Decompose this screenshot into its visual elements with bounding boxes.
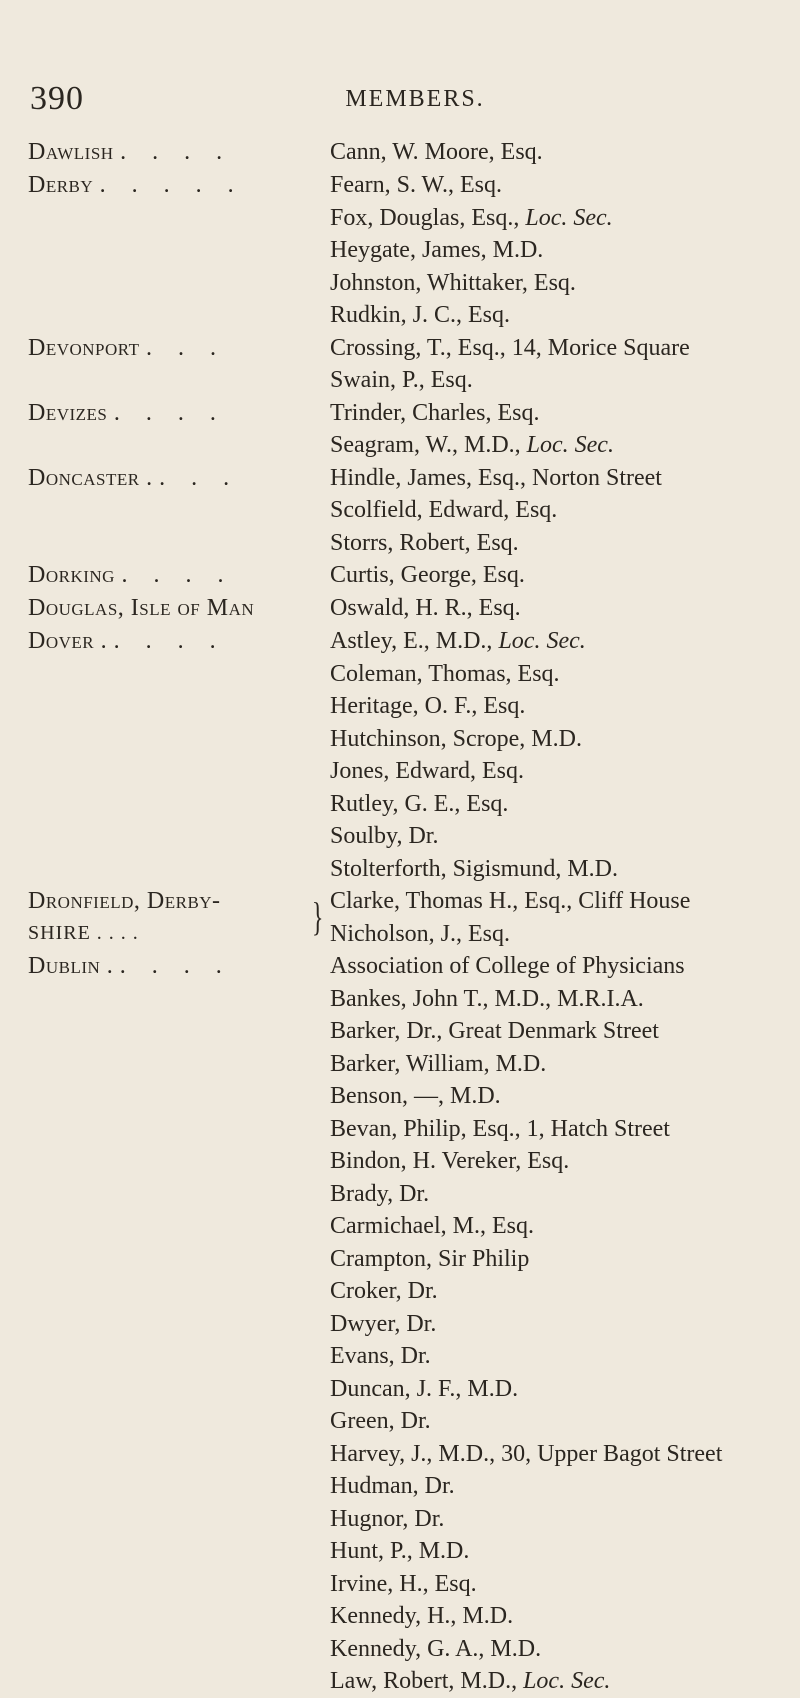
member-entry [330, 527, 772, 560]
member-entry [330, 853, 772, 886]
place-name [28, 950, 328, 982]
member-entry [330, 820, 772, 853]
member-list [330, 397, 772, 462]
member-entry [330, 1015, 772, 1048]
member-list [330, 169, 772, 332]
place-section [0, 950, 800, 1698]
member-entry [330, 885, 772, 918]
place-label: Douglas, Isle of Man [28, 595, 255, 621]
place-name [28, 625, 328, 657]
member-entry [330, 494, 772, 527]
place-name [28, 332, 328, 364]
leader-dots: . . . . [121, 562, 234, 588]
member-entry [330, 1373, 772, 1406]
member-name: Swain, P., Esq. [330, 367, 473, 393]
member-entry [330, 1568, 772, 1601]
member-entry [330, 1048, 772, 1081]
member-entry [330, 1665, 772, 1698]
running-head: MEMBERS. [345, 86, 485, 112]
member-name: Trinder, Charles, Esq. [330, 399, 540, 426]
member-entry [330, 1210, 772, 1243]
leader-dots: . . . . [113, 399, 226, 426]
member-entry [330, 1178, 772, 1211]
member-name: Nicholson, J., Esq. [330, 920, 510, 947]
place-label: Dronfield, Derby- [28, 888, 221, 914]
place-section [0, 885, 800, 950]
member-entry [330, 1470, 772, 1503]
member-entry [330, 592, 772, 625]
member-entry [330, 723, 772, 756]
member-entry [330, 559, 772, 592]
member-name: Kennedy, H., M.D. [330, 1603, 514, 1629]
member-name: Green, Dr. [330, 1408, 431, 1434]
leader-dots: . . . . [113, 628, 226, 654]
place-label: Dover . [28, 628, 108, 654]
member-entry [330, 950, 772, 983]
member-name: Duncan, J. F., M.D. [330, 1375, 519, 1402]
place-section [0, 559, 800, 592]
member-entry [330, 1308, 772, 1341]
member-list [330, 462, 772, 560]
member-entry [330, 658, 772, 691]
member-entry [330, 332, 772, 365]
member-name: Irvine, H., Esq. [330, 1570, 477, 1597]
member-entry [330, 364, 772, 397]
member-role: Loc. Sec. [523, 1668, 611, 1694]
member-entry [330, 983, 772, 1016]
place-name [28, 397, 328, 429]
place-section [0, 625, 800, 885]
member-list [330, 559, 772, 592]
member-name: Bindon, H. Vereker, Esq. [330, 1148, 570, 1174]
member-name: Scolfield, Edward, Esq. [330, 497, 558, 523]
member-entry [330, 1113, 772, 1146]
member-name: Evans, Dr. [330, 1343, 431, 1369]
member-name: Hunt, P., M.D. [330, 1538, 470, 1564]
member-name: Hutchinson, Scrope, M.D. [330, 725, 582, 752]
member-entry [330, 1438, 772, 1471]
member-name: Brady, Dr. [330, 1180, 430, 1207]
leader-dots: . . . . [120, 139, 233, 165]
member-name: Cann, W. Moore, Esq. [330, 139, 543, 165]
member-entry [330, 429, 772, 462]
member-entry [330, 267, 772, 300]
member-entry [330, 1633, 772, 1666]
member-name: Heritage, O. F., Esq. [330, 693, 526, 719]
member-entry [330, 1080, 772, 1113]
member-entry [330, 1340, 772, 1373]
leader-dots: . . . [145, 334, 226, 361]
place-label: Dublin . [28, 953, 114, 979]
member-name: Fearn, S. W., Esq. [330, 172, 503, 198]
place-label: Devonport [28, 334, 140, 361]
member-list [330, 625, 772, 885]
member-name: Curtis, George, Esq. [330, 562, 525, 588]
place-section [0, 397, 800, 462]
place-label: Dawlish [28, 139, 114, 165]
member-name: Harvey, J., M.D., 30, Upper Bagot Street [330, 1440, 723, 1467]
member-name: Croker, Dr. [330, 1278, 438, 1304]
member-name: Kennedy, G. A., M.D. [330, 1635, 542, 1662]
member-name: Oswald, H. R., Esq. [330, 595, 521, 621]
place-label: Devizes [28, 399, 108, 426]
member-entry [330, 788, 772, 821]
member-name: Rutley, G. E., Esq. [330, 790, 509, 817]
member-name: Barker, Dr., Great Denmark Street [330, 1018, 659, 1044]
member-name: Soulby, Dr. [330, 823, 439, 849]
member-name: Coleman, Thomas, Esq. [330, 660, 560, 687]
leader-dots: . . . . [119, 953, 232, 979]
place-section [0, 169, 800, 332]
member-entry [330, 918, 772, 951]
place-label: Doncaster . [28, 464, 153, 491]
member-name: Fox, Douglas, Esq., [330, 204, 526, 231]
member-name: Seagram, W., M.D., [330, 432, 527, 458]
member-entry [330, 202, 772, 235]
page-number: 390 [30, 80, 84, 117]
place-section [0, 136, 800, 169]
members-listing [0, 136, 800, 1698]
member-name: Clarke, Thomas H., Esq., Cliff House [330, 888, 691, 914]
member-name: Association of College of Physicians [330, 953, 685, 979]
member-role: Loc. Sec. [526, 432, 614, 458]
place-name [28, 885, 328, 949]
member-name: Hudman, Dr. [330, 1473, 455, 1499]
place-label: Derby [28, 172, 94, 198]
member-entry [330, 755, 772, 788]
member-list [330, 885, 772, 950]
place-name [28, 592, 328, 624]
member-list [330, 332, 772, 397]
member-name: Rudkin, J. C., Esq. [330, 302, 511, 328]
member-entry [330, 397, 772, 430]
member-name: Astley, E., M.D., [330, 628, 499, 654]
member-name: Bevan, Philip, Esq., 1, Hatch Street [330, 1115, 670, 1142]
place-name [28, 559, 328, 591]
member-name: Hindle, James, Esq., Norton Street [330, 464, 662, 491]
place-name [28, 169, 328, 201]
member-name: Stolterforth, Sigismund, M.D. [330, 855, 619, 882]
member-name: Crossing, T., Esq., 14, Morice Square [330, 334, 690, 361]
brace-mark: } [311, 894, 324, 939]
member-name: Benson, —, M.D. [330, 1083, 501, 1109]
member-entry [330, 169, 772, 202]
member-entry [330, 1275, 772, 1308]
place-label-continued: SHIRE . . . . [28, 922, 139, 944]
member-entry [330, 625, 772, 658]
page-header [30, 80, 770, 120]
member-role: Loc. Sec. [498, 628, 586, 654]
member-role: Loc. Sec. [525, 204, 613, 231]
member-name: Heygate, James, M.D. [330, 237, 544, 263]
member-entry [330, 299, 772, 332]
member-entry [330, 690, 772, 723]
member-entry [330, 1145, 772, 1178]
member-entry [330, 136, 772, 169]
member-entry [330, 1405, 772, 1438]
member-name: Jones, Edward, Esq. [330, 758, 524, 784]
place-label: Dorking [28, 562, 115, 588]
place-name [28, 462, 328, 494]
member-entry [330, 1503, 772, 1536]
place-section [0, 332, 800, 397]
member-name: Storrs, Robert, Esq. [330, 529, 519, 556]
member-list [330, 950, 772, 1698]
place-section [0, 592, 800, 625]
member-name: Law, Robert, M.D., [330, 1668, 524, 1694]
member-name: Barker, William, M.D. [330, 1050, 547, 1077]
member-entry [330, 1243, 772, 1276]
member-name: Crampton, Sir Philip [330, 1245, 530, 1272]
member-entry [330, 1600, 772, 1633]
member-list [330, 136, 772, 169]
leader-dots: . . . . . [99, 172, 244, 198]
leader-dots: . . . [159, 464, 240, 491]
member-name: Hugnor, Dr. [330, 1505, 445, 1532]
member-name: Dwyer, Dr. [330, 1310, 437, 1337]
member-entry [330, 462, 772, 495]
member-entry [330, 1535, 772, 1568]
member-name: Johnston, Whittaker, Esq. [330, 269, 576, 296]
member-name: Bankes, John T., M.D., M.R.I.A. [330, 985, 644, 1012]
member-list [330, 592, 772, 625]
member-name: Carmichael, M., Esq. [330, 1213, 534, 1239]
place-name [28, 136, 328, 168]
place-section [0, 462, 800, 560]
member-entry [330, 234, 772, 267]
